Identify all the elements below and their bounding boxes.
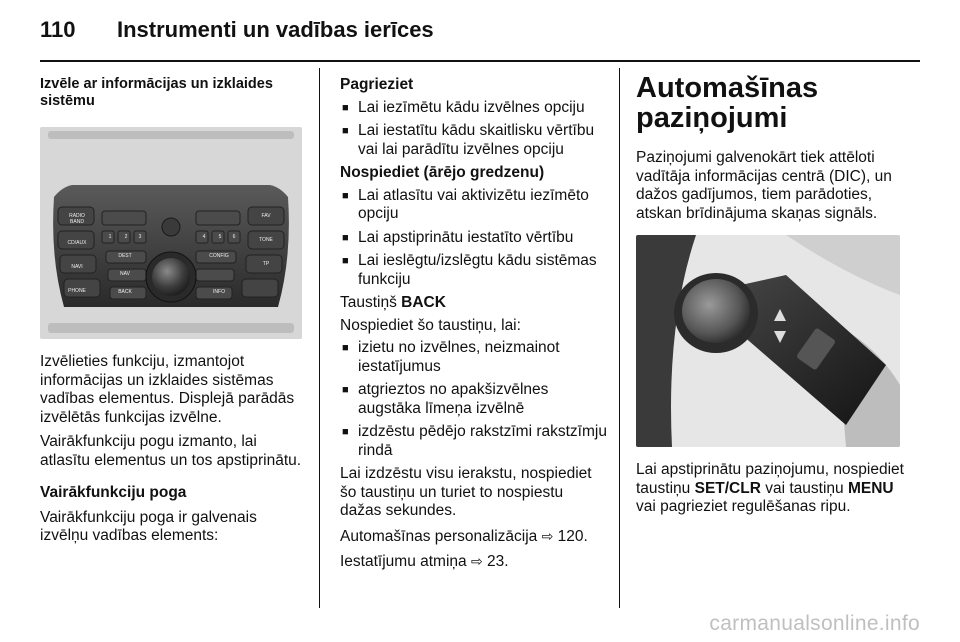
back-list	[340, 339, 608, 460]
list-item: ■ Lai apstiprinātu iestatīto vērtību	[340, 229, 608, 248]
panel-label: CD/AUX	[67, 240, 87, 246]
text-part: vai taustiņu	[760, 479, 848, 497]
list-item: ■ Lai ieslēgtu/izslēgtu kādu sistēmas funkciju	[340, 252, 608, 289]
stalk-drawing	[636, 235, 900, 447]
panel-label: INFO	[213, 289, 225, 295]
panel-label: RADIO	[69, 213, 85, 219]
list-item: ■ Lai atlasītu vai aktivizētu iezīmēto opciju	[340, 187, 608, 224]
column-divider-2	[619, 68, 620, 608]
infotainment-panel-image	[40, 127, 302, 339]
heading-press: Nospiediet (ārējo gredzenu)	[340, 164, 545, 181]
list-item: ■ Lai iezīmētu kādu izvēlnes opciju	[340, 99, 608, 118]
panel-label: BACK	[118, 289, 132, 295]
paragraph-multifunction-use: Vairākfunkciju pogu izmanto, lai atlasītu elementus un tos apstiprinātu.	[40, 433, 302, 469]
header-rule	[40, 60, 920, 62]
reference-text: Automašīnas personalizācija	[340, 527, 542, 545]
panel-labels-mid	[102, 234, 148, 295]
panel-label: 1	[108, 234, 112, 240]
panel-label: PHONE	[68, 288, 86, 294]
key-menu: MENU	[847, 479, 894, 497]
panel-labels-left	[60, 213, 94, 294]
section-heading-vehicle-messages: Automašīnas paziņojumi	[636, 72, 819, 134]
press-list	[340, 187, 608, 290]
reference-settings-memory: Iestatījumu atmiņa ⇨ 23.	[340, 553, 509, 570]
paragraph-multifunction-knob: Vairākfunkciju poga ir galvenais izvēlņu vadības elements:	[40, 508, 257, 544]
column-3	[636, 73, 904, 523]
reference-page: 23	[487, 553, 505, 570]
turn-list	[340, 99, 608, 160]
reference-personalization: Automašīnas personalizācija ⇨ 120.	[340, 527, 588, 545]
list-item: ■ Lai iestatītu kādu skaitlisku vērtību vai lai parādītu izvēlnes opciju	[340, 122, 608, 159]
watermark: carmanualsonline.info	[709, 612, 920, 635]
key-set-clr: SET/CLR	[694, 479, 761, 497]
panel-label: CONFIG	[209, 253, 229, 259]
panel-label: 6	[232, 234, 236, 240]
list-item: ■ izdzēstu pēdējo rakstzīmi rakstzīmju rindā	[340, 423, 608, 460]
panel-label: 2	[124, 234, 128, 240]
page-number: 110	[40, 17, 76, 42]
text-part: Lai apstiprinātu paziņojumu, nospiediet taustiņu	[636, 461, 904, 497]
back-key-prefix: Taustiņš	[340, 294, 402, 311]
panel-labels-right	[248, 213, 284, 267]
column-2	[340, 76, 608, 578]
panel-label: BAND	[70, 219, 84, 225]
panel-label: DEST	[118, 253, 132, 259]
arrow-icon: ⇨	[470, 553, 483, 569]
heading-turn: Pagrieziet	[340, 76, 414, 93]
back-key-line	[340, 294, 608, 313]
panel-label: 4	[202, 234, 206, 240]
back-key-intro: Nospiediet šo taustiņu, lai:	[340, 316, 521, 334]
panel-label: 3	[138, 234, 142, 240]
text-part: vai pagrieziet regulēšanas ripu.	[636, 498, 851, 515]
panel-label: NAVI	[71, 264, 83, 270]
subheading-multifunction-knob: Vairākfunkciju poga	[40, 484, 187, 501]
paragraph-messages: Paziņojumi galvenokārt tiek attēloti vadītāja informācijas centrā (DIC), un dažos gadījumos, tiem parādoties, atskan brīdinājuma skaņas signāls.	[636, 149, 892, 222]
list-item: ■ atgrieztos no apakšizvēlnes augstāka līmeņa izvēlnē	[340, 381, 608, 418]
reference-page: 120	[557, 527, 584, 545]
list-item: ■ izietu no izvēlnes, neizmainot iestatījumus	[340, 339, 608, 376]
reference-text: Iestatījumu atmiņa	[340, 553, 471, 570]
panel-label: TONE	[259, 237, 273, 243]
panel-label: TP	[262, 261, 270, 267]
arrow-icon: ⇨	[541, 527, 554, 544]
paragraph-confirm-message	[636, 461, 904, 517]
panel-labels-mid-right	[196, 234, 242, 295]
back-key-name: BACK	[401, 294, 446, 311]
column-divider-1	[319, 68, 320, 608]
panel-label: NAV	[120, 271, 130, 277]
paragraph-select-function: Izvēlieties funkciju, izmantojot informācijas un izklaides sistēmas vadības elementus. Displejā parādās izvēlētās funkcijas izvēlne.	[40, 353, 295, 426]
panel-label: 5	[218, 234, 222, 240]
section-heading-infotainment: Izvēle ar informācijas un izklaides sistēmu	[40, 76, 273, 109]
panel-label: FAV	[261, 213, 271, 219]
paragraph-clear-entry: Lai izdzēstu visu ierakstu, nospiediet šo taustiņu un turiet to nospiestu dažas sekundes.	[340, 465, 592, 519]
column-1	[40, 76, 305, 552]
stalk-image	[636, 235, 900, 447]
page-title: Instrumenti un vadības ierīces	[117, 17, 434, 42]
